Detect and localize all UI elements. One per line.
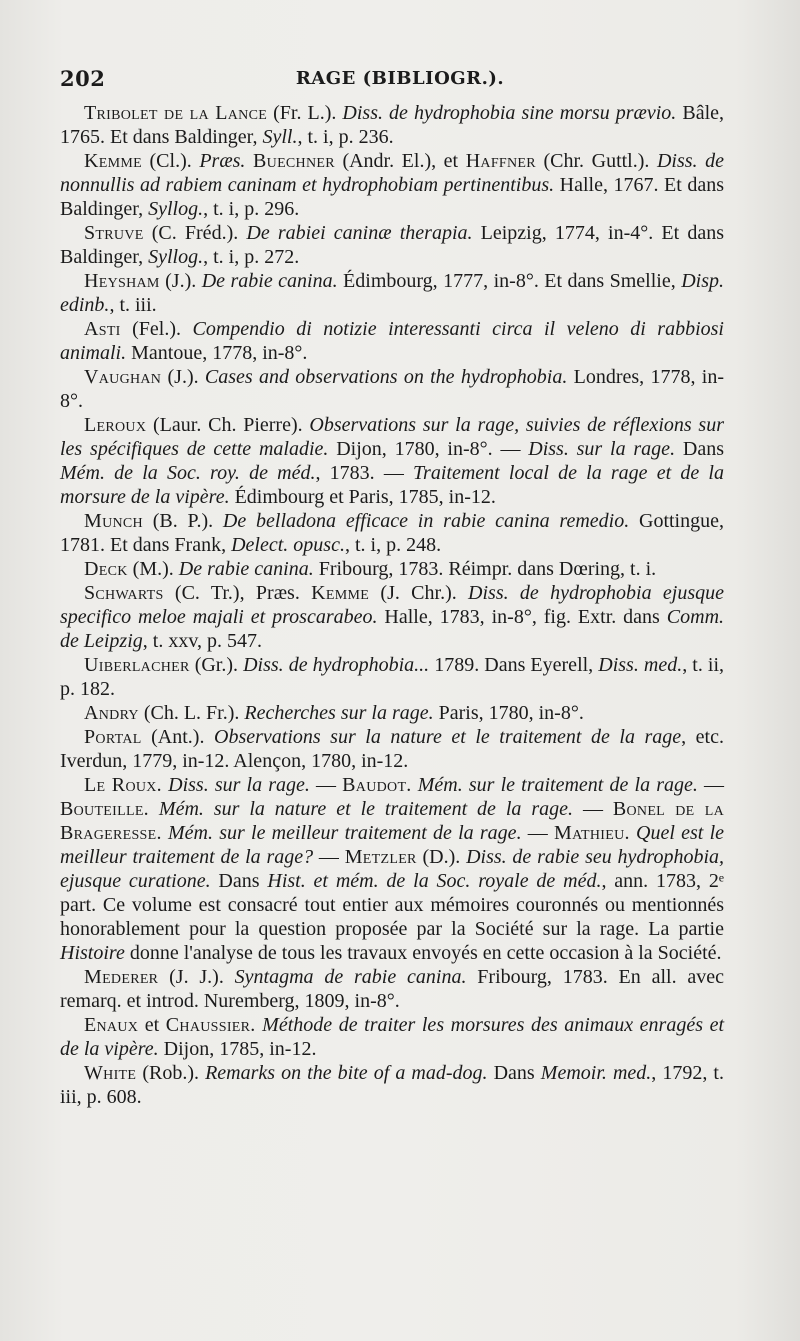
entry-text: , t. i, p. 248.: [344, 534, 442, 556]
running-title: RAGE (BIBLIOGR.).: [295, 68, 505, 89]
work-title: Diss. de hydrophobia ejusque specifico meloe majali et proscarabeo.: [60, 582, 725, 628]
author-name: Tribolet de la Lance: [84, 102, 268, 124]
bibliography-entry: [60, 653, 724, 701]
work-title: Hist. et mém. de la Soc. royale de méd.: [267, 870, 602, 892]
entry-text: , t. iii.: [109, 294, 157, 316]
entry-text: , 1783. —: [315, 462, 414, 484]
author-name: Metzler: [344, 846, 417, 868]
entry-text: Londres, 1778, in-8°.: [60, 366, 724, 412]
entry-text: et: [138, 1014, 166, 1036]
entry-text: , etc. Iverdun, 1779, in-12. Alençon, 1780, in-12.: [60, 726, 724, 772]
author-name: Le Roux.: [84, 774, 162, 796]
author-name: Andry: [84, 702, 139, 724]
work-title: Diss. de hydrophobia sine morsu prævio.: [342, 102, 677, 124]
entry-text: Bâle, 1765. Et dans Baldinger,: [60, 102, 724, 148]
work-title: Quel est le meilleur traitement de la rage?: [60, 822, 725, 868]
entry-text: (Laur. Ch. Pierre).: [146, 414, 310, 436]
work-title: Diss. de hydrophobia...: [243, 654, 430, 676]
bibliography-entry: [60, 557, 724, 581]
work-title: Syllog.: [148, 246, 204, 268]
work-title: Delect. opusc.: [231, 534, 345, 556]
entry-text: (C. Tr.), Præs.: [163, 582, 312, 604]
author-name: Schwarts: [84, 582, 164, 604]
bibliography-entry: [60, 149, 724, 221]
work-title: Compendio di notizie interessanti circa il veleno di rabbiosi animali.: [60, 318, 724, 364]
bibliography-entry: [60, 1061, 724, 1109]
bibliography-entry: [60, 701, 724, 725]
author-name: Uiberlacher: [84, 654, 190, 676]
entry-text: Halle, 1767. Et dans Baldinger,: [60, 174, 724, 220]
work-title: De rabie canina.: [201, 270, 338, 292]
bibliography-entry: [60, 365, 724, 413]
bibliography-entry: [60, 221, 724, 269]
entry-text: Gottingue, 1781. Et dans Frank,: [60, 510, 724, 556]
bibliography-entry: [60, 269, 724, 317]
author-name: Leroux: [84, 414, 147, 436]
bibliography-entry: [60, 413, 724, 509]
work-title: Diss. de rabie seu hydrophobia, ejusque curatione.: [60, 846, 725, 892]
author-name: Baudot.: [342, 774, 412, 796]
author-name: Buechner: [253, 150, 335, 172]
work-title: Cases and observations on the hydrophobia.: [204, 366, 568, 388]
entry-text: (Ch. L. Fr.).: [138, 702, 245, 724]
work-title: Recherches sur la rage.: [244, 702, 434, 724]
work-title: Méthode de traiter les morsures des animaux enragés et de la vipère.: [60, 1014, 725, 1060]
entry-text: —: [309, 774, 343, 796]
entry-text: —: [697, 774, 725, 796]
author-name: Haffner: [465, 150, 536, 172]
work-title: Mém. sur le meilleur traitement de la rage.: [168, 822, 522, 844]
author-name: Vaughan: [84, 366, 162, 388]
entry-text: Dans: [675, 438, 724, 460]
work-title: Comm. de Leipzig: [60, 606, 725, 652]
entry-text: , 1792, t. iii, p. 608.: [60, 1062, 724, 1108]
page-number: 202: [60, 66, 106, 91]
entry-text: (Ant.).: [141, 726, 214, 748]
bibliography-entry: [60, 317, 724, 365]
work-title: Observations sur la rage, suivies de réflexions sur les spécifiques de cette maladie.: [60, 414, 724, 460]
bibliography-entries: [60, 101, 724, 1109]
work-title: Syll.: [262, 126, 298, 148]
author-name: Heysham: [84, 270, 160, 292]
bibliography-entry: [60, 773, 724, 965]
entry-text: , t. ii, p. 182.: [60, 654, 724, 700]
entry-text: Édimbourg et Paris, 1785, in-12.: [229, 486, 496, 508]
author-name: Bonel de la Brageresse.: [60, 798, 725, 844]
entry-text: [245, 150, 253, 172]
entry-text: (Chr. Guttl.).: [535, 150, 657, 172]
entry-text: (M.).: [127, 558, 179, 580]
bibliography-entry: [60, 1013, 724, 1061]
work-title: Præs.: [199, 150, 246, 172]
bibliography-entry: [60, 509, 724, 557]
entry-text: , t. i, p. 272.: [203, 246, 300, 268]
entry-text: (Rob.).: [136, 1062, 206, 1084]
author-name: Mederer: [84, 966, 159, 988]
entry-text: , ann. 1783, 2ᵉ part. Ce volume est consacré tout entier aux mémoires couronnés ou mentionnés honorablement pour la question proposée par la Société sur la rage. La partie: [60, 870, 724, 940]
entry-text: , t. i, p. 296.: [203, 198, 300, 220]
entry-text: Halle, 1783, in-8°, fig. Extr. dans: [377, 606, 667, 628]
work-title: Memoir. med.: [540, 1062, 652, 1084]
entry-text: Dans: [210, 870, 268, 892]
bibliography-entry: [60, 965, 724, 1013]
entry-text: Fribourg, 1783. En all. avec remarq. et introd. Nuremberg, 1809, in-8°.: [60, 966, 725, 1012]
page-header: [60, 66, 740, 98]
entry-text: (J.).: [159, 270, 202, 292]
entry-text: Mantoue, 1778, in-8°.: [126, 342, 308, 364]
entry-text: (C. Fréd.).: [143, 222, 247, 244]
entry-text: —: [313, 846, 345, 868]
author-name: Bouteille.: [60, 798, 149, 820]
entry-text: Leipzig, 1774, in-4°. Et dans Baldinger,: [60, 222, 725, 268]
entry-text: (Fr. L.).: [267, 102, 343, 124]
work-title: Mém. sur le traitement de la rage.: [417, 774, 698, 796]
author-name: Mathieu.: [554, 822, 630, 844]
work-title: De belladona efficace in rabie canina remedio.: [222, 510, 630, 532]
entry-text: (J. Chr.).: [369, 582, 469, 604]
entry-text: (B. P.).: [142, 510, 223, 532]
entry-text: Fribourg, 1783. Réimpr. dans Dœring, t. i.: [313, 558, 657, 580]
entry-text: (Andr. El.), et: [334, 150, 466, 172]
entry-text: donne l'analyse de tous les travaux envoyés en cette occasion à la Société.: [124, 942, 722, 964]
author-name: Kemme: [311, 582, 370, 604]
entry-text: (Cl.).: [141, 150, 200, 172]
author-name: Struve: [84, 222, 144, 244]
entry-text: —: [521, 822, 555, 844]
work-title: Disp. edinb.: [60, 270, 724, 316]
author-name: Chaussier.: [165, 1014, 256, 1036]
entry-text: Édimbourg, 1777, in-8°. Et dans Smellie,: [337, 270, 682, 292]
work-title: De rabiei caninæ therapia.: [246, 222, 473, 244]
work-title: Mém. sur la nature et le traitement de la rage.: [158, 798, 574, 820]
author-name: Asti: [84, 318, 121, 340]
author-name: Munch: [84, 510, 143, 532]
work-title: Diss. sur la rage.: [168, 774, 310, 796]
work-title: Diss. sur la rage.: [528, 438, 676, 460]
work-title: Diss. de nonnullis ad rabiem caninam et hydrophobiam pertinentibus.: [60, 150, 724, 196]
entry-text: , t. xxv, p. 547.: [142, 630, 263, 652]
work-title: Histoire: [60, 942, 125, 964]
work-title: Syntagma de rabie canina.: [234, 966, 467, 988]
work-title: Syllog.: [148, 198, 204, 220]
bibliography-entry: [60, 101, 724, 149]
entry-text: Dans: [487, 1062, 541, 1084]
work-title: Observations sur la nature et le traitement de la rage: [214, 726, 682, 748]
author-name: Deck: [84, 558, 128, 580]
entry-text: Paris, 1780, in-8°.: [433, 702, 584, 724]
work-title: Remarks on the bite of a mad-dog.: [205, 1062, 488, 1084]
entry-text: (J.).: [161, 366, 205, 388]
author-name: Enaux: [84, 1014, 139, 1036]
entry-text: (Fel.).: [120, 318, 193, 340]
entry-text: 1789. Dans Eyerell,: [429, 654, 599, 676]
entry-text: (D.).: [416, 846, 467, 868]
entry-text: (Gr.).: [189, 654, 244, 676]
work-title: Traitement local de la rage et de la morsure de la vipère.: [60, 462, 724, 508]
bibliography-entry: [60, 581, 724, 653]
entry-text: Dijon, 1785, in-12.: [158, 1038, 317, 1060]
entry-text: —: [573, 798, 613, 820]
entry-text: Dijon, 1780, in-8°. —: [328, 438, 529, 460]
entry-text: , t. i, p. 236.: [297, 126, 394, 148]
work-title: Mém. de la Soc. roy. de méd.: [60, 462, 316, 484]
entry-text: (J. J.).: [158, 966, 235, 988]
author-name: Kemme: [84, 150, 142, 172]
bibliography-entry: [60, 725, 724, 773]
author-name: Portal: [84, 726, 142, 748]
work-title: De rabie canina.: [178, 558, 314, 580]
work-title: Diss. med.: [598, 654, 683, 676]
entry-text: [149, 798, 159, 820]
author-name: White: [84, 1062, 137, 1084]
